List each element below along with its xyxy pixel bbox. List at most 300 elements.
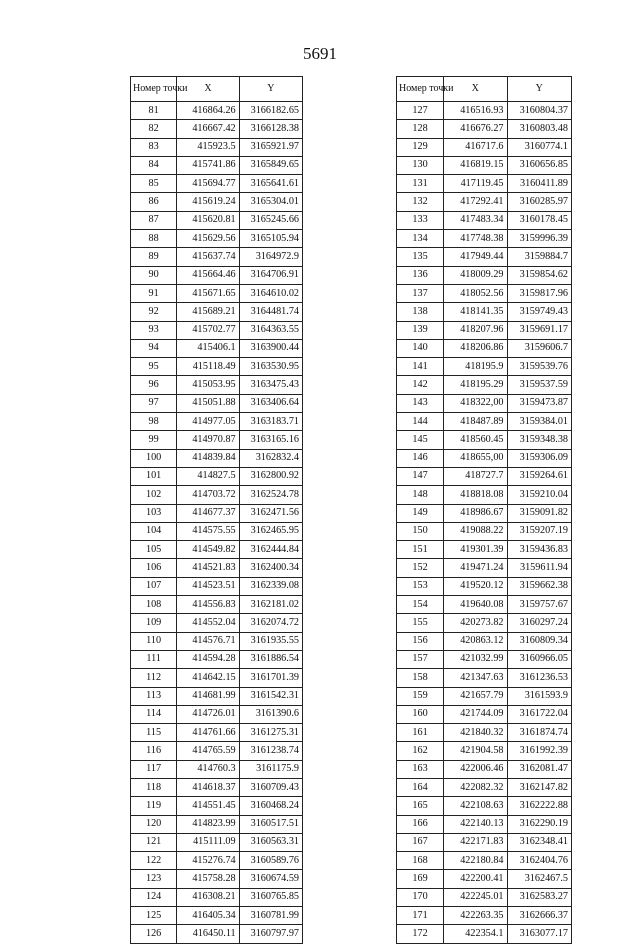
cell-point-number: 121 [131, 833, 177, 851]
cell-y: 3162222.88 [507, 797, 572, 815]
cell-x: 416450.11 [177, 925, 239, 943]
cell-point-number: 123 [131, 870, 177, 888]
table-row [397, 486, 572, 504]
cell-x: 422082.32 [444, 778, 507, 796]
cell-y: 3160966.05 [507, 650, 572, 668]
cell-point-number: 164 [397, 778, 444, 796]
cell-y: 3162147.82 [507, 778, 572, 796]
cell-point-number: 117 [131, 760, 177, 778]
cell-point-number: 92 [131, 303, 177, 321]
cell-point-number: 104 [131, 522, 177, 540]
cell-x: 414761.66 [177, 724, 239, 742]
table-row [131, 742, 303, 760]
table-row [131, 138, 303, 156]
cell-point-number: 166 [397, 815, 444, 833]
cell-y: 3159348.38 [507, 431, 572, 449]
cell-y: 3165921.97 [239, 138, 302, 156]
table-row [397, 596, 572, 614]
table-row [397, 687, 572, 705]
cell-y: 3162666.37 [507, 907, 572, 925]
table-row [131, 577, 303, 595]
table-row [397, 632, 572, 650]
table-header-row [131, 77, 303, 102]
cell-x: 414552.04 [177, 614, 239, 632]
cell-point-number: 127 [397, 102, 444, 120]
table-row [131, 449, 303, 467]
cell-point-number: 159 [397, 687, 444, 705]
table-row [131, 614, 303, 632]
cell-x: 418206.86 [444, 339, 507, 357]
cell-point-number: 119 [131, 797, 177, 815]
cell-point-number: 150 [397, 522, 444, 540]
cell-x: 415694.77 [177, 175, 239, 193]
cell-point-number: 135 [397, 248, 444, 266]
cell-x: 422140.13 [444, 815, 507, 833]
cell-x: 415619.24 [177, 193, 239, 211]
cell-point-number: 172 [397, 925, 444, 943]
table-row [397, 577, 572, 595]
cell-point-number: 113 [131, 687, 177, 705]
cell-y: 3160774.1 [507, 138, 572, 156]
cell-point-number: 111 [131, 650, 177, 668]
cell-y: 3160809.34 [507, 632, 572, 650]
cell-y: 3160563.31 [239, 833, 302, 851]
cell-x: 421347.63 [444, 669, 507, 687]
cell-x: 418560.45 [444, 431, 507, 449]
cell-x: 414726.01 [177, 705, 239, 723]
cell-y: 3160709.43 [239, 778, 302, 796]
coordinates-table-right [396, 76, 572, 944]
cell-x: 422180.84 [444, 852, 507, 870]
cell-point-number: 149 [397, 504, 444, 522]
table-row [131, 833, 303, 851]
cell-y: 3160656.85 [507, 156, 572, 174]
table-row [397, 248, 572, 266]
cell-point-number: 120 [131, 815, 177, 833]
cell-y: 3160517.51 [239, 815, 302, 833]
cell-y: 3165641.61 [239, 175, 302, 193]
table-row [131, 193, 303, 211]
table-row [131, 156, 303, 174]
cell-point-number: 98 [131, 413, 177, 431]
cell-y: 3159384.01 [507, 413, 572, 431]
cell-x: 422245.01 [444, 888, 507, 906]
cell-y: 3163077.17 [507, 925, 572, 943]
cell-y: 3162583.27 [507, 888, 572, 906]
cell-x: 414642.15 [177, 669, 239, 687]
cell-y: 3162832.4 [239, 449, 302, 467]
cell-y: 3165849.65 [239, 156, 302, 174]
cell-x: 416516.93 [444, 102, 507, 120]
table-row [131, 102, 303, 120]
table-row [131, 120, 303, 138]
cell-y: 3159884.7 [507, 248, 572, 266]
cell-x: 414521.83 [177, 559, 239, 577]
cell-point-number: 88 [131, 230, 177, 248]
table-row [131, 303, 303, 321]
cell-y: 3161992.39 [507, 742, 572, 760]
table-row [397, 541, 572, 559]
table-row [131, 815, 303, 833]
cell-point-number: 153 [397, 577, 444, 595]
cell-y: 3159996.39 [507, 230, 572, 248]
table-body-right [397, 102, 572, 944]
table-row [397, 211, 572, 229]
cell-point-number: 95 [131, 358, 177, 376]
table-row [131, 687, 303, 705]
cell-x: 416864.26 [177, 102, 239, 120]
cell-point-number: 144 [397, 413, 444, 431]
table-row [397, 907, 572, 925]
table-row [131, 175, 303, 193]
cell-point-number: 128 [397, 120, 444, 138]
cell-y: 3161886.54 [239, 650, 302, 668]
cell-y: 3161175.9 [239, 760, 302, 778]
cell-y: 3162444.84 [239, 541, 302, 559]
table-body-left [131, 102, 303, 944]
table-row [131, 211, 303, 229]
cell-y: 3164610.02 [239, 284, 302, 302]
cell-y: 3166182.65 [239, 102, 302, 120]
cell-point-number: 106 [131, 559, 177, 577]
cell-x: 419520.12 [444, 577, 507, 595]
table-row [397, 742, 572, 760]
page-number: 5691 [303, 44, 337, 63]
cell-y: 3159537.59 [507, 376, 572, 394]
table-row [131, 230, 303, 248]
table-row [397, 120, 572, 138]
cell-x: 414827.5 [177, 467, 239, 485]
table-row [397, 925, 572, 943]
cell-point-number: 94 [131, 339, 177, 357]
cell-x: 415118.49 [177, 358, 239, 376]
cell-point-number: 170 [397, 888, 444, 906]
cell-point-number: 132 [397, 193, 444, 211]
cell-x: 414977.05 [177, 413, 239, 431]
cell-point-number: 133 [397, 211, 444, 229]
table-row [131, 339, 303, 357]
cell-y: 3162524.78 [239, 486, 302, 504]
coordinates-table-left [130, 76, 303, 944]
cell-y: 3159264.61 [507, 467, 572, 485]
table-row [397, 266, 572, 284]
cell-y: 3162404.76 [507, 852, 572, 870]
cell-y: 3160781.99 [239, 907, 302, 925]
cell-point-number: 82 [131, 120, 177, 138]
cell-point-number: 85 [131, 175, 177, 193]
cell-y: 3163530.95 [239, 358, 302, 376]
cell-point-number: 138 [397, 303, 444, 321]
cell-x: 417292.41 [444, 193, 507, 211]
cell-x: 416308.21 [177, 888, 239, 906]
cell-y: 3163406.64 [239, 394, 302, 412]
cell-y: 3159210.04 [507, 486, 572, 504]
cell-y: 3159817.96 [507, 284, 572, 302]
table-row [131, 467, 303, 485]
table-row [131, 522, 303, 540]
table-row [397, 870, 572, 888]
cell-y: 3165105.94 [239, 230, 302, 248]
table-row [397, 724, 572, 742]
cell-point-number: 118 [131, 778, 177, 796]
cell-x: 417483.34 [444, 211, 507, 229]
table-row [131, 632, 303, 650]
cell-x: 415664.46 [177, 266, 239, 284]
table-row [131, 650, 303, 668]
cell-point-number: 169 [397, 870, 444, 888]
table-row [131, 559, 303, 577]
cell-x: 418818.08 [444, 486, 507, 504]
cell-point-number: 84 [131, 156, 177, 174]
header-y: Y [239, 77, 302, 102]
cell-x: 415671.65 [177, 284, 239, 302]
table-row [397, 230, 572, 248]
cell-y: 3159691.17 [507, 321, 572, 339]
cell-point-number: 156 [397, 632, 444, 650]
cell-point-number: 167 [397, 833, 444, 851]
table-row [397, 156, 572, 174]
cell-x: 419640.08 [444, 596, 507, 614]
cell-x: 414703.72 [177, 486, 239, 504]
cell-x: 417949.44 [444, 248, 507, 266]
cell-x: 418986.67 [444, 504, 507, 522]
cell-point-number: 115 [131, 724, 177, 742]
cell-y: 3159436.83 [507, 541, 572, 559]
cell-x: 418207.96 [444, 321, 507, 339]
table-row [131, 413, 303, 431]
cell-point-number: 137 [397, 284, 444, 302]
cell-y: 3159606.7 [507, 339, 572, 357]
cell-x: 417119.45 [444, 175, 507, 193]
cell-point-number: 90 [131, 266, 177, 284]
table-row [397, 760, 572, 778]
cell-x: 421657.79 [444, 687, 507, 705]
cell-y: 3160297.24 [507, 614, 572, 632]
cell-point-number: 124 [131, 888, 177, 906]
cell-y: 3161874.74 [507, 724, 572, 742]
cell-y: 3161236.53 [507, 669, 572, 687]
cell-x: 416676.27 [444, 120, 507, 138]
cell-point-number: 143 [397, 394, 444, 412]
cell-x: 422200.41 [444, 870, 507, 888]
cell-y: 3161390.6 [239, 705, 302, 723]
table-header-row [397, 77, 572, 102]
header-x: X [177, 77, 239, 102]
cell-point-number: 97 [131, 394, 177, 412]
cell-x: 422006.46 [444, 760, 507, 778]
table-row [131, 852, 303, 870]
table-row [397, 669, 572, 687]
cell-x: 418141.35 [444, 303, 507, 321]
cell-y: 3161542.31 [239, 687, 302, 705]
cell-point-number: 89 [131, 248, 177, 266]
cell-x: 416819.15 [444, 156, 507, 174]
cell-point-number: 131 [397, 175, 444, 193]
cell-y: 3160804.37 [507, 102, 572, 120]
table-row [397, 138, 572, 156]
cell-point-number: 136 [397, 266, 444, 284]
cell-point-number: 116 [131, 742, 177, 760]
cell-x: 422354.1 [444, 925, 507, 943]
cell-x: 421904.58 [444, 742, 507, 760]
cell-y: 3163183.71 [239, 413, 302, 431]
table-row [397, 888, 572, 906]
cell-x: 414839.84 [177, 449, 239, 467]
cell-y: 3162290.19 [507, 815, 572, 833]
cell-y: 3160765.85 [239, 888, 302, 906]
cell-y: 3163475.43 [239, 376, 302, 394]
cell-point-number: 87 [131, 211, 177, 229]
cell-x: 415111.09 [177, 833, 239, 851]
cell-y: 3159757.67 [507, 596, 572, 614]
cell-point-number: 151 [397, 541, 444, 559]
cell-y: 3159306.09 [507, 449, 572, 467]
table-row [131, 486, 303, 504]
table-row [397, 175, 572, 193]
cell-point-number: 93 [131, 321, 177, 339]
cell-y: 3159854.62 [507, 266, 572, 284]
cell-y: 3164363.55 [239, 321, 302, 339]
cell-x: 415620.81 [177, 211, 239, 229]
cell-point-number: 146 [397, 449, 444, 467]
cell-y: 3162181.02 [239, 596, 302, 614]
table-row [397, 852, 572, 870]
cell-x: 418655,00 [444, 449, 507, 467]
cell-x: 418009.29 [444, 266, 507, 284]
table-row [131, 284, 303, 302]
cell-x: 414618.37 [177, 778, 239, 796]
cell-y: 3162348.41 [507, 833, 572, 851]
cell-x: 422263.35 [444, 907, 507, 925]
cell-point-number: 158 [397, 669, 444, 687]
table-row [397, 358, 572, 376]
cell-point-number: 86 [131, 193, 177, 211]
cell-point-number: 140 [397, 339, 444, 357]
header-point-number: Номер точки [131, 77, 177, 102]
cell-x: 418195.9 [444, 358, 507, 376]
cell-y: 3164481.74 [239, 303, 302, 321]
table-row [131, 907, 303, 925]
table-row [397, 376, 572, 394]
table-row [131, 778, 303, 796]
cell-point-number: 155 [397, 614, 444, 632]
cell-y: 3159611.94 [507, 559, 572, 577]
cell-x: 414523.51 [177, 577, 239, 595]
table-row [397, 522, 572, 540]
cell-y: 3161701.39 [239, 669, 302, 687]
cell-x: 422171.83 [444, 833, 507, 851]
header-x: X [444, 77, 507, 102]
table-row [131, 266, 303, 284]
cell-y: 3162339.08 [239, 577, 302, 595]
cell-x: 422108.63 [444, 797, 507, 815]
cell-y: 3159662.38 [507, 577, 572, 595]
cell-point-number: 141 [397, 358, 444, 376]
cell-x: 415637.74 [177, 248, 239, 266]
table-row [397, 449, 572, 467]
cell-point-number: 103 [131, 504, 177, 522]
table-row [397, 431, 572, 449]
cell-y: 3159091.82 [507, 504, 572, 522]
cell-point-number: 114 [131, 705, 177, 723]
cell-x: 414760.3 [177, 760, 239, 778]
cell-point-number: 108 [131, 596, 177, 614]
cell-x: 416717.6 [444, 138, 507, 156]
cell-x: 415758.28 [177, 870, 239, 888]
cell-y: 3164972.9 [239, 248, 302, 266]
cell-point-number: 112 [131, 669, 177, 687]
cell-y: 3160285.97 [507, 193, 572, 211]
cell-point-number: 148 [397, 486, 444, 504]
cell-y: 3160468.24 [239, 797, 302, 815]
cell-x: 416667.42 [177, 120, 239, 138]
table-row [131, 541, 303, 559]
cell-x: 414556.83 [177, 596, 239, 614]
cell-y: 3163165.16 [239, 431, 302, 449]
cell-x: 420863.12 [444, 632, 507, 650]
cell-x: 418195.29 [444, 376, 507, 394]
cell-x: 414677.37 [177, 504, 239, 522]
cell-x: 414549.82 [177, 541, 239, 559]
cell-x: 421840.32 [444, 724, 507, 742]
cell-x: 415053.95 [177, 376, 239, 394]
cell-y: 3161935.55 [239, 632, 302, 650]
table-row [131, 376, 303, 394]
cell-x: 415702.77 [177, 321, 239, 339]
table-row [131, 669, 303, 687]
cell-y: 3162465.95 [239, 522, 302, 540]
table-row [397, 102, 572, 120]
table-row [131, 394, 303, 412]
table-row [131, 705, 303, 723]
cell-point-number: 122 [131, 852, 177, 870]
cell-x: 415629.56 [177, 230, 239, 248]
table-row [397, 614, 572, 632]
table-row [397, 559, 572, 577]
cell-x: 414594.28 [177, 650, 239, 668]
table-row [397, 815, 572, 833]
cell-point-number: 83 [131, 138, 177, 156]
table-row [397, 413, 572, 431]
cell-y: 3160674.59 [239, 870, 302, 888]
table-row [131, 925, 303, 943]
cell-x: 415741.86 [177, 156, 239, 174]
cell-y: 3161238.74 [239, 742, 302, 760]
cell-point-number: 130 [397, 156, 444, 174]
cell-y: 3161722.04 [507, 705, 572, 723]
cell-point-number: 99 [131, 431, 177, 449]
cell-point-number: 160 [397, 705, 444, 723]
cell-x: 418052.56 [444, 284, 507, 302]
cell-point-number: 109 [131, 614, 177, 632]
cell-y: 3159539.76 [507, 358, 572, 376]
cell-x: 415276.74 [177, 852, 239, 870]
cell-y: 3159207.19 [507, 522, 572, 540]
cell-x: 415689.21 [177, 303, 239, 321]
cell-point-number: 101 [131, 467, 177, 485]
cell-point-number: 154 [397, 596, 444, 614]
cell-x: 417748.38 [444, 230, 507, 248]
cell-point-number: 142 [397, 376, 444, 394]
cell-y: 3160178.45 [507, 211, 572, 229]
cell-y: 3161275.31 [239, 724, 302, 742]
table-row [397, 797, 572, 815]
table-row [131, 358, 303, 376]
cell-point-number: 157 [397, 650, 444, 668]
cell-x: 421032.99 [444, 650, 507, 668]
cell-y: 3162800.92 [239, 467, 302, 485]
table-row [131, 596, 303, 614]
